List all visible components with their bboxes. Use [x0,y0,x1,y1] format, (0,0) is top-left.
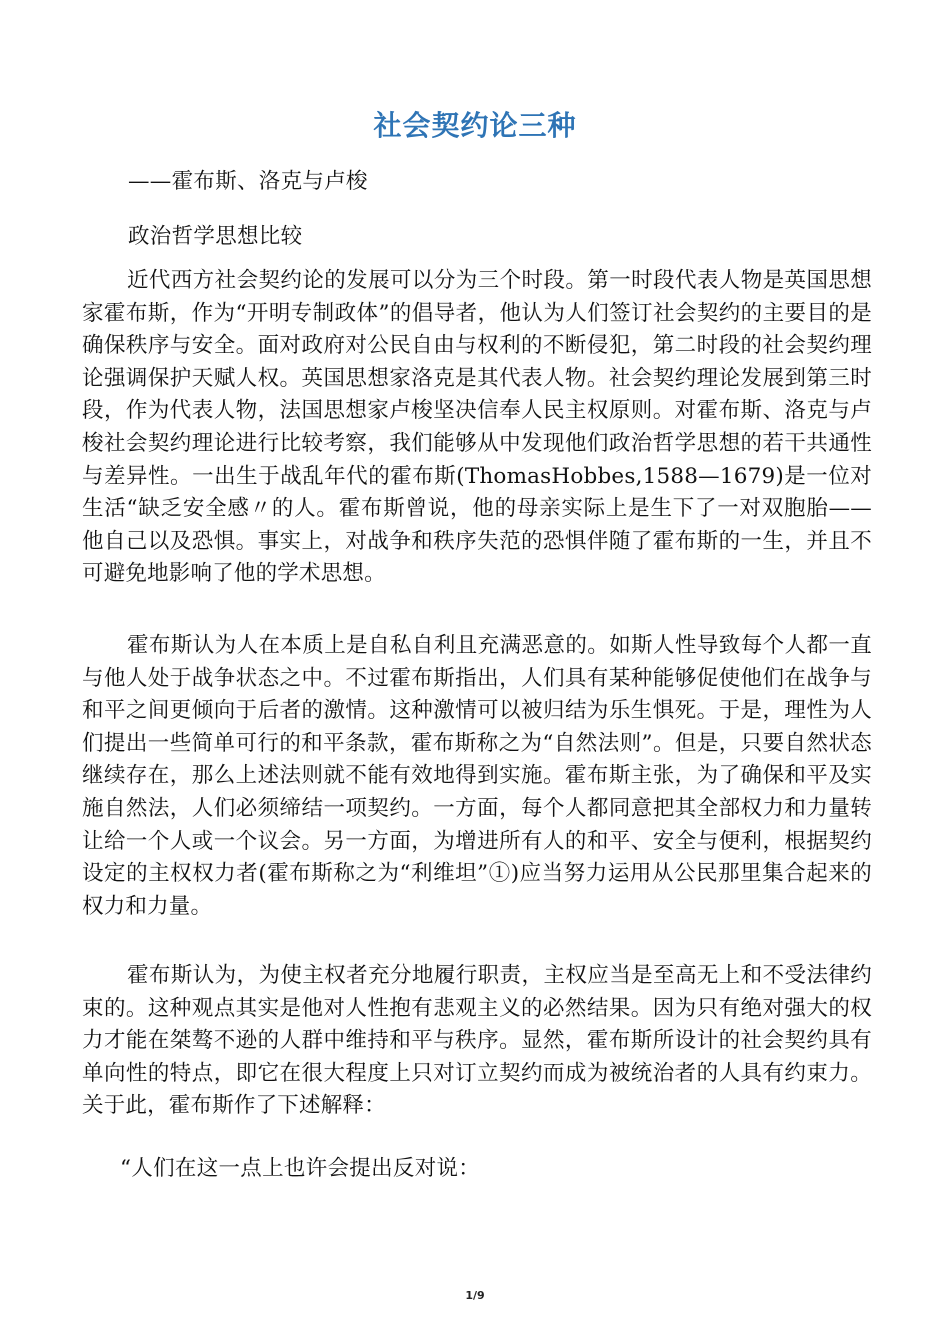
body-paragraph-1-block [82,265,872,591]
body-paragraph: 霍布斯认为人在本质上是自私自利且充满恶意的。如斯人性导致每个人都一直与他人处于战争状态之中。不过霍布斯指出，人们具有某种能够促使他们在战争与和平之间更倾向于后者的激情。这种激情可以被归结为乐生惧死。于是，理性为人们提出一些简单可行的和平条款，霍布斯称之为“自然法则”。但是，只要自然状态继续存在，那么上述法则就不能有效地得到实施。霍布斯主张，为了确保和平及实施自然法，人们必须缔结一项契约。一方面，每个人都同意把其全部权力和力量转让给一个人或一个议会。另一方面，为增进所有人的和平、安全与便利，根据契约设定的主权权力者(霍布斯称之为“利维坦”①)应当努力运用从公民那里集合起来的权力和力量。 [82,633,872,919]
quote-line: “人们在这一点上也许会提出反对说： [120,1156,481,1181]
body-paragraph: 近代西方社会契约论的发展可以分为三个时段。第一时段代表人物是英国思想家霍布斯，作为“开明专制政体”的倡导者，他认为人们签订社会契约的主要目的是确保秩序与安全。面对政府对公民自由与权利的不断侵犯，第二时段的社会契约理论强调保护天赋人权。英国思想家洛克是其代表人物。社会契约理论发展到第三时段，作为代表人物，法国思想家卢梭坚决信奉人民主权原则。对霍布斯、洛克与卢梭社会契约理论进行比较考察，我们能够从中发现他们政治哲学思想的若干共通性与差异性。一出生于战乱年代的霍布斯(ThomasHobbes,1588—1679)是一位对生活“缺乏安全感〃的人。霍布斯曾说，他的母亲实际上是生下了一对双胞胎——他自己以及恐惧。事实上，对战争和秩序失范的恐惧伴随了霍布斯的一生，并且不可避免地影响了他的学术思想。 [82,268,872,587]
document-subtitle: ——霍布斯、洛克与卢梭 [128,169,368,194]
section-heading: 政治哲学思想比较 [128,224,303,249]
body-paragraph-2-block [82,630,872,923]
document-title: 社会契约论三种 [373,109,577,142]
page-number: 1/9 [465,1289,485,1302]
body-paragraph: 霍布斯认为，为使主权者充分地履行职责，主权应当是至高无上和不受法律约束的。这种观点其实是他对人性抱有悲观主义的必然结果。因为只有绝对强大的权力才能在桀骜不逊的人群中维持和平与秩序。显然，霍布斯所设计的社会契约具有单向性的特点，即它在很大程度上只对订立契约而成为被统治者的人具有约束力。关于此，霍布斯作了下述解释： [82,963,872,1119]
body-paragraph-3-block [82,960,872,1123]
